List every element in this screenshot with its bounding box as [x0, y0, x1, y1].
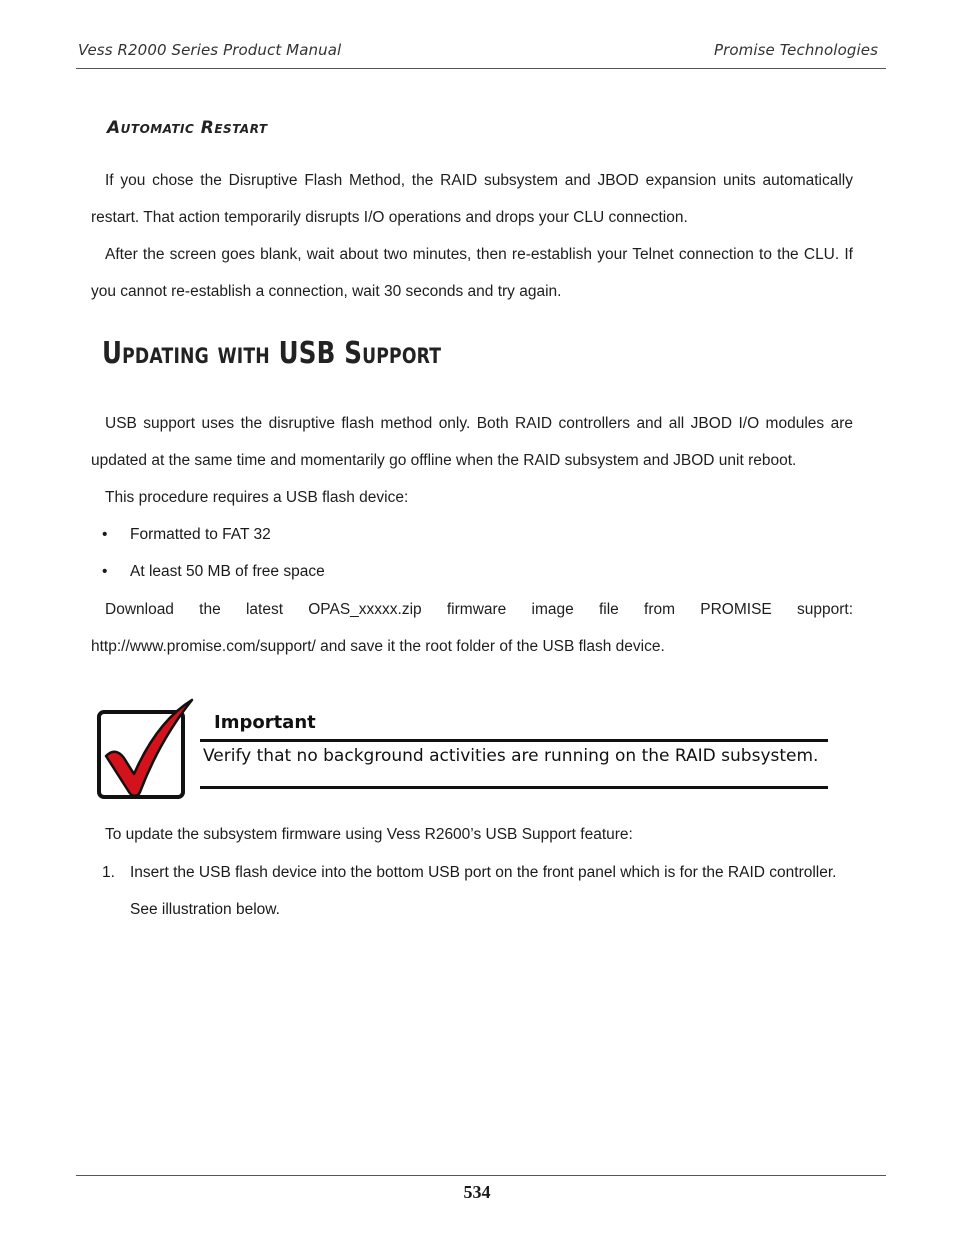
checkmark-icon — [96, 698, 196, 802]
page-number: 534 — [463, 1182, 491, 1202]
header-company: Promise Technologies — [713, 41, 878, 59]
bullet-text: Formatted to FAT 32 — [130, 526, 271, 543]
important-bottom-rule — [200, 786, 828, 789]
important-title: Important — [214, 712, 316, 733]
paragraph-download-firmware: Download the latest OPAS_xxxxx.zip firmware image file from PROMISE support: http://www.promise.com/support/ and save it the root folder of the USB flash device. — [91, 601, 853, 655]
paragraph-procedure-intro: To update the subsystem firmware using Vess R2600’s USB Support feature: — [105, 826, 633, 843]
step-number: 1. — [102, 864, 115, 881]
list-item — [102, 553, 325, 590]
bullet-text: At least 50 MB of free space — [130, 563, 325, 580]
section-heading-automatic-restart: Automatic Restart — [107, 118, 268, 138]
step-text: Insert the USB flash device into the bottom USB port on the front panel which is for the RAID controller. — [130, 864, 837, 881]
paragraph-usb-overview: USB support uses the disruptive flash method only. Both RAID controllers and all JBOD I/O modules are updated at the same time and momentarily go offline when the RAID subsystem and JBOD unit reboot. — [91, 415, 853, 469]
section-heading-usb-support: Updating with USB Support — [102, 336, 442, 371]
list-item — [102, 854, 862, 928]
paragraph-reestablish-connection: After the screen goes blank, wait about two minutes, then re-establish your Telnet connection to the CLU. If you cannot re-establish a connection, wait 30 seconds and try again. — [91, 246, 853, 300]
list-item — [102, 516, 271, 553]
footer-divider — [76, 1175, 886, 1176]
bullet-marker: • — [102, 526, 108, 543]
header-manual-title: Vess R2000 Series Product Manual — [78, 41, 342, 59]
header-divider — [76, 68, 886, 69]
important-text: Verify that no background activities are running on the RAID subsystem. — [203, 746, 819, 766]
paragraph-usb-requirements: This procedure requires a USB flash device: — [105, 489, 409, 506]
bullet-marker: • — [102, 563, 108, 580]
important-top-rule — [200, 739, 828, 742]
step-text-continued: See illustration below. — [130, 901, 280, 918]
paragraph-disruptive-restart: If you chose the Disruptive Flash Method, the RAID subsystem and JBOD expansion units automatically restart. That action temporarily disrupts I/O operations and drops your CLU connection. — [91, 172, 853, 226]
